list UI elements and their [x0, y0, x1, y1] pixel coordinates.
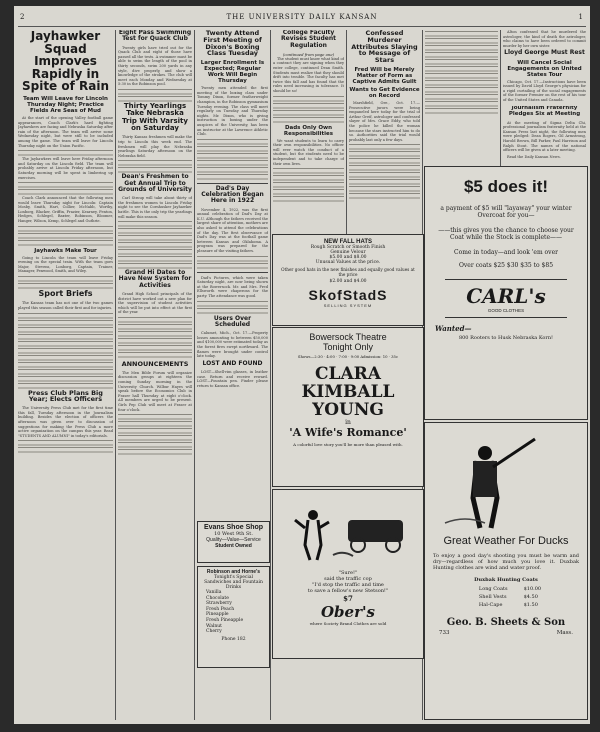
- article-paragraph: We want students to learn to carry their own responsibilities. No officer will ever watch the conduct of a student, but the students need to be independent and to take charge of their own lives.: [273, 138, 344, 166]
- skofstads-hat-ad: [272, 234, 424, 326]
- masthead: [14, 6, 590, 28]
- subhead-evidence: Wants to Get Evidence on Record: [349, 87, 420, 100]
- obers-logo: Ober's: [320, 603, 376, 621]
- carls-overcoat-ad: [424, 166, 588, 420]
- flavor-item: Strawberry: [206, 601, 232, 607]
- film-in: in: [345, 419, 351, 426]
- subhead-trial: Fred Will be Merely Matter of Form as Captive Admits Guilt: [352, 67, 417, 86]
- evans-shoe-shop-ad: [197, 521, 270, 563]
- article-paragraph: The Jayhawkers will leave here Friday afternoon and Saturday on the Lincoln field. The team will probably arrive at Lincoln Friday afternoon, but Saturday morning will be spent in limbering up exercises.: [18, 157, 113, 180]
- item-name: Hal-Cape: [478, 602, 503, 608]
- flavor-item: Fresh Peach: [206, 606, 235, 612]
- ad-line: Sandwiches and Fountain Drinks: [204, 580, 263, 590]
- column-rule: [194, 30, 195, 720]
- flavor-item: Walnut: [206, 623, 222, 629]
- star-name-line3: YOUNG: [312, 400, 384, 420]
- column-rule: [115, 30, 116, 720]
- ad-line: Rough Scratch or Smooth Finish: [310, 245, 386, 250]
- theatre-name: Bowersock Theatre: [309, 332, 387, 342]
- article-paragraph: Marshfield, Ore., Oct. 17.—Prosecutive jurors were being empaneled here today for the trial of Arthur Greif, astrologer and confessed slayer of Mrs. Grace Eddy, who told the police he killed the woman because the stars instructed him to do so. Authorities said the trial would probably last only a few days.: [349, 101, 420, 142]
- ad-line: Other good hats in the new finishes and equally good values at the price: [281, 267, 415, 277]
- carls-text: ——this gives you the chance to choose your Coat while the Stock is complete——: [438, 227, 574, 241]
- page-number-right: 1: [578, 13, 584, 21]
- article-paragraph: Read the Daily Kansan News.: [507, 154, 561, 159]
- item-price: $4.50: [523, 594, 538, 600]
- article-paragraph: Carl Stroup will take about thirty of the freshmen women to Lincoln Friday night to see the Cornhusker Jayhawker battle. This is the only trip the yearlings will make this season.: [118, 196, 192, 219]
- item-name: Shell Vests: [478, 594, 507, 600]
- article-paragraph: At the start of the opening Valley football game appearances, Coach Clark's hard fighting Jayhawkers are facing and Nebraska Saturday after rain of the afternoon. The team will arrive some Wednesday night, but were still to be included among the game. The team will leave for Lincoln Thursday night on the Union Pacific.: [18, 115, 113, 148]
- flavor-item: Chocolate: [206, 595, 229, 601]
- flavor-item: Cherry: [206, 629, 222, 635]
- headline-dads-day: Dad's Day Celebration Began Here in 1922: [201, 184, 264, 205]
- column-5: [349, 30, 420, 250]
- carls-prices: Over coats $25 $30 $35 to $85: [458, 262, 554, 269]
- sheets-headline: Great Weather For Ducks: [443, 535, 569, 547]
- skofstads-logo: SkofStadS: [308, 287, 388, 303]
- sheets-price-table: [467, 585, 545, 609]
- column-rule: [270, 30, 271, 720]
- obers-quote: "Sure!": [338, 570, 358, 576]
- article-paragraph: Coach Clark announced that the following men would leave Thursday night for Lincoln: Captain Mosby, Smith, Hart, Collier, McNabb, Worthy, Lonborg, Blacker, Griffin, Frazier, Kearney, Fenton, Hedges, Schlegel, Baxter, Robinson, Bloomer, Hanger, Wilson, Kemp, Schlegel and Guthrie.: [18, 196, 113, 224]
- headline-users: Users Over Scheduled: [213, 314, 252, 328]
- hunter-illustration: [425, 423, 587, 533]
- flavor-item: Fresh Pineapple: [206, 617, 244, 623]
- headline-grand-hi-dates: Grand Hi Dates to Have New System for Activities: [118, 269, 192, 289]
- carls-text: a payment of $5 will "layaway" your winter Overcoat for you—: [440, 205, 572, 219]
- article-paragraph: Thirty Kansas freshmen will make the trip to Lincoln this week end. The freshmen will play the Nebraska yearlings Saturday afternoon on the Nebraska field.: [118, 135, 192, 158]
- newspaper-page: [14, 6, 590, 724]
- carls-logo: CARL's: [466, 284, 546, 308]
- article-paragraph: November 4, 1922, was the first annual celebration of Dad's Day at K.U. Although the fathers received the largest share of attention, mothers are also asked to attend the celebrations of the day. The first observance of Dad's Day was at the football game between Kansas and Oklahoma. A program was prepared for the pleasure of the visiting fathers.: [197, 207, 268, 254]
- headline-confessed-murderer: Confessed Murderer Attributes Slaying to Message of Stars: [351, 30, 418, 65]
- article-paragraph: Twenty men attended the first meeting of the boxing class under Tommy Dixon, former featherweight champion, in the Robinson gymnasium Tuesday evening. The class will meet regularly on Tuesday and Thursday nights. Mr. Dixon, who is giving instruction in boxing under the auspices of the University, has been an instructor at the Lawrence Athletic Club.: [197, 86, 268, 137]
- theatre-tonight: Tonight Only: [322, 342, 374, 352]
- ad-line: Unusual Values at the price.: [315, 260, 381, 265]
- bowersock-theatre-ad: [272, 327, 424, 487]
- table-row: [467, 585, 545, 593]
- sheets-duck-hunting-ad: [424, 422, 588, 720]
- subhead-jayhawks-tour: Jayhawks Make Tour: [34, 247, 97, 254]
- article-paragraph: The student must know what kind of a contract they are signing when they enter college, continued Dean Smith. Students must realize that they should drift into trouble. The faculty has met twice this fall and has found that the rules need increasing in tolerance. It should be so!: [273, 56, 344, 94]
- headline-announcements: ANNOUNCEMENTS: [121, 360, 189, 368]
- ad-price: $2.00 and $4.00: [329, 279, 367, 284]
- table-row: [467, 601, 545, 609]
- headline-faculty-revises: College Faculty Revises Student Regulation: [281, 30, 336, 49]
- robinson-horne-ad: [197, 566, 270, 668]
- ad-title: NEW FALL HATS: [323, 239, 373, 245]
- column-2: [118, 30, 192, 720]
- ad-phone: Phone 182: [221, 636, 246, 642]
- subhead-boxing: Larger Enrollment Is Expected; Regular Work Will Begin Thursday: [200, 60, 265, 85]
- ad-line: Genuine Velour: [330, 250, 366, 255]
- sheets-brand: Geo. B. Sheets & Son: [446, 617, 566, 628]
- article-paragraph: Chicago, Oct. 17.—Instructions have been issued by David Lloyd George's physician for a rigid curtailing of the social engagements of the former Premier on the rest of his tour of the United States and Canada.: [503, 79, 586, 103]
- article-paragraph: LOST—Shell-rim glasses, in leather case. Return and receive reward. LOST—Fountain pen. Finder please return to Kansan office.: [197, 370, 268, 388]
- headline-press-club: Press Club Plans Big Year; Elects Officers: [28, 388, 103, 404]
- star-name-line2: KIMBALL: [301, 382, 395, 402]
- sheets-city: Mass.: [556, 630, 573, 636]
- star-name-line1: CLARA: [315, 364, 381, 384]
- subhead-dads: Dads Only Own Responsibilities: [283, 124, 334, 137]
- evans-owner: Student Owned: [215, 543, 252, 549]
- column-3: [197, 30, 268, 500]
- carls-headline: $5 does it!: [463, 177, 549, 196]
- article-paragraph: Alton confessed that he murdered the astrologer, the kind of death the astrologer, who claims to have been ordered to commit murder by her own sister.: [503, 30, 586, 48]
- item-price: $1.50: [523, 602, 538, 608]
- article-paragraph: The University Press Club met for the first time this fall, Tuesday afternoon in the Journalism building. Besides the election of officers the afternoon was given over to discussion of suggestions for making the Press Club a more active organization on the campus this year. Read "STUDENTS AND ALUMNI" in today's editorials.: [18, 406, 113, 438]
- headline-deans-freshmen: Dean's Freshmen to Get Annual Trip to Grounds of University: [118, 173, 192, 193]
- obers-quote: "I'd stop the traffic and time: [312, 582, 384, 588]
- headline-lloyd-george: Lloyd George Must Rest: [504, 49, 585, 57]
- article-paragraph: At the meeting of Sigma Delta Chi, professional journalism fraternity held at the Kansan Press last night, the following men were pledged: Dean Rogers, Gil Armstrong, Harold Brown, Bill Parker, Paul Harrison and Ralph Stout. The names of the national officers will be given at a later meeting.: [503, 120, 586, 153]
- page-number-left: 2: [20, 13, 26, 21]
- film-tagline: A colorful love story you'll be more than pleased with.: [293, 442, 403, 447]
- evans-tagline: Quality—Value—Service: [206, 537, 261, 543]
- skofstads-logo-sub: SELLING SYSTEM: [323, 303, 373, 308]
- film-title: 'A Wife's Romance': [289, 426, 407, 439]
- headline-thirty-yearlings: Thirty Yearlings Take Nebraska Trip With Varsity on Saturday: [122, 101, 188, 132]
- headline-sport-briefs: Sport Briefs: [38, 289, 93, 299]
- article-paragraph: Calumet, Mich., Oct. 17.—Property losses amounting to between $50,000 and $100,000 were estimated today as the forest fires swept northward. The flames were brought under control late today.: [197, 331, 268, 359]
- flavor-item: Vanilla: [206, 590, 222, 595]
- evans-title: Evans Shoe Shop: [203, 524, 264, 531]
- item-name: Long Coats: [478, 586, 508, 592]
- sheets-address: 733: [439, 630, 450, 636]
- newspaper-title: THE UNIVERSITY DAILY KANSAN: [226, 13, 378, 21]
- obers-stetson-ad: [272, 489, 424, 659]
- article-paragraph: Grand High School principals of the district have worked out a new plan for the supervision of student activities which will be put into effect at the first of the year.: [118, 292, 192, 315]
- article-paragraph: Going to Lincoln the team will leave Friday evening on the special train. With the team goes Major, Stevens, Lonborg, Captain, Trainer, Manager, Fenwood, Smith, and Wiley.: [18, 255, 113, 274]
- ad-title: Robinson and Horne's: [206, 569, 261, 575]
- column-rule: [346, 30, 347, 250]
- ad-line: Tonight's Special: [214, 575, 253, 580]
- headline-boxing-class: Twenty Attend First Meeting of Dixon's Boxing Class Tuesday: [203, 30, 262, 58]
- article-paragraph: The Kansas team has not one of the two games played this season called their first and for injuries.: [18, 301, 113, 311]
- column-1: [18, 30, 113, 720]
- article-paragraph: Twenty girls have tried out for the Quack Club and eight of those have passed all the tests. A swimmer must be able to swim the length of the pool in thirty seconds, swim 200 yards in any style, dive properly, and show a knowledge of the strokes. The club will meet each Monday and Wednesday at 5:30 in the Robinson pool.: [118, 45, 192, 87]
- carls-logo-sub: GOOD CLOTHES: [487, 308, 525, 313]
- subhead-lloyd-george: Will Cancel Social Engagements on United States Tour: [507, 59, 582, 78]
- headline-quack-club: Eight Pass Swimming Test for Quack Club: [118, 30, 192, 43]
- sheets-table-title: Duxbak Hunting Coats: [474, 577, 538, 583]
- obers-quote: to save a fellow's new Stetson!": [307, 588, 389, 594]
- flavor-item: Pineapple: [206, 612, 229, 618]
- traffic-cop-illustration: [273, 490, 423, 570]
- carls-text: Come in today—and look 'em over: [454, 249, 558, 256]
- carls-wanted: Wanted—: [435, 324, 472, 333]
- article-paragraph: Dad's Pictures, which were taken Saturday night, are now being shown at the Bowersock. Mr. and Mrs. Fred Ellsworth were chaperons for the party. The attendance was good.: [197, 275, 268, 298]
- obers-tagline: where Society Brand Clothes are sold: [309, 621, 387, 626]
- obers-price: $7: [343, 594, 353, 603]
- subhead-team-leaves: Team Will Leave for Lincoln Thursday Night; Practice Fields Are Seas of Mud: [23, 95, 108, 114]
- column-4: [273, 30, 344, 250]
- article-paragraph: The Men Bible Forum will organize discussion groups at eighteen the coming Sunday morning in the University Church. Wilbur Hayes will speak before the Economics Club in Fraser hall Thursday at eight o'clock. All members are urged to be present. Girls Pep Club will meet at Fraser at four o'clock.: [118, 370, 192, 412]
- table-row: [467, 593, 545, 601]
- masthead-rule: [18, 26, 586, 27]
- obers-quote: said the traffic cop: [324, 576, 372, 582]
- headline-journalism-fraternity: Journalism Fraternity Pledges Six at Meeting: [508, 106, 581, 117]
- headline-jayhawker: Jayhawker Squad Improves Rapidly in Spite of Rain: [21, 30, 110, 94]
- theatre-showtimes: Shows—2:30 · 4:00 · 7:00 · 9:00 Admission: 10 · 35c: [297, 354, 399, 359]
- item-price: $10.00: [523, 586, 542, 592]
- evans-address: 10 West 9th St.: [214, 531, 253, 537]
- carls-wanted-text: 800 Rooters to Husk Nebraska Korn!: [458, 335, 554, 341]
- continued-note: (continued from page one): [282, 51, 335, 57]
- sheets-text: To enjoy a good day's shooting you must be warm and dry—regardless of how much you love it. Duxbak Hunting clothes are wind and water proof.: [433, 553, 579, 571]
- ad-price: $5.00 and $8.00: [329, 255, 367, 260]
- headline-lost-found: LOST AND FOUND: [202, 359, 263, 367]
